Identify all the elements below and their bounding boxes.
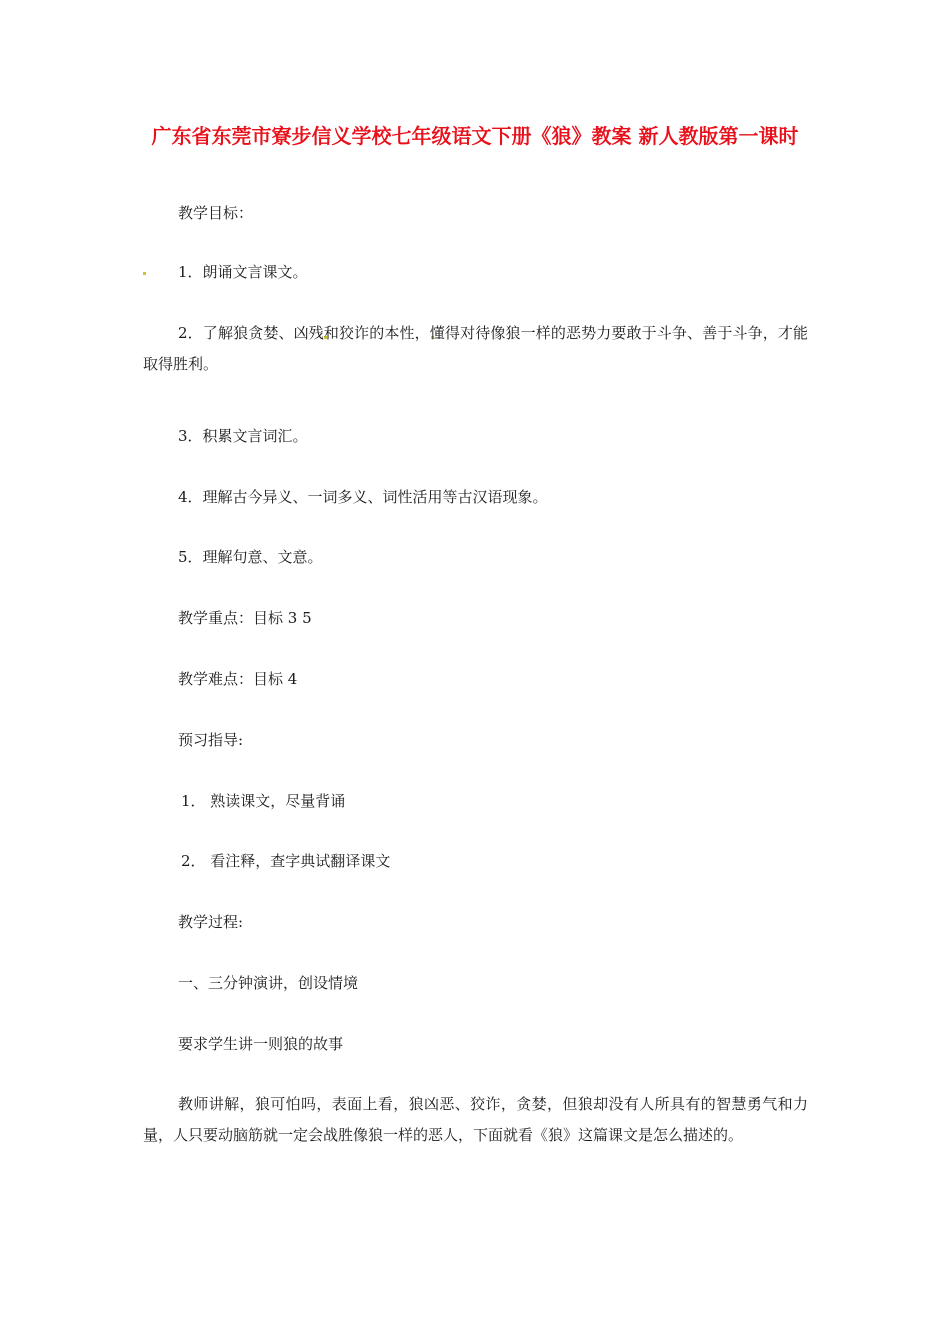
preview-item-1: 1． 熟读课文，尽量背诵 bbox=[181, 792, 346, 810]
objective-4: 4．理解古今异义、一词多义、词性活用等古汉语现象。 bbox=[178, 488, 548, 506]
preview-heading: 预习指导: bbox=[178, 731, 244, 749]
objective-3: 3．积累文言词汇。 bbox=[178, 427, 308, 445]
key-points: 教学重点：目标 3 5 bbox=[178, 609, 312, 627]
objective-5: 5．理解句意、文意。 bbox=[178, 548, 323, 566]
preview-item-2: 2． 看注释，查字典试翻译课文 bbox=[181, 852, 391, 870]
process-heading: 教学过程: bbox=[178, 913, 244, 931]
step-1-detail: 要求学生讲一则狼的故事 bbox=[178, 1035, 344, 1053]
objective-1: 1．朗诵文言课文。 bbox=[178, 263, 308, 281]
document-title: 广东省东莞市寮步信义学校七年级语文下册《狼》教案 新人教版第一课时 bbox=[151, 124, 799, 148]
teacher-explanation: 教师讲解，狼可怕吗，表面上看，狼凶恶、狡诈，贪婪，但狼却没有人所具有的智慧勇气和力量，人只要动脑筋就一定会战胜像狼一样的恶人，下面就看《狼》这篇课文是怎么描述的。 bbox=[143, 1095, 808, 1144]
difficulties: 教学难点：目标 4 bbox=[178, 670, 298, 688]
objectives-heading: 教学目标： bbox=[178, 204, 254, 222]
step-1-heading: 一、三分钟演讲，创设情境 bbox=[178, 974, 359, 992]
marker-dot bbox=[143, 272, 146, 275]
objective-2: 2．了解狼贪婪、凶残和狡诈的本性，懂得对待像狼一样的恶势力要敢于斗争、善于斗争，才能取得胜利。 bbox=[143, 324, 808, 373]
